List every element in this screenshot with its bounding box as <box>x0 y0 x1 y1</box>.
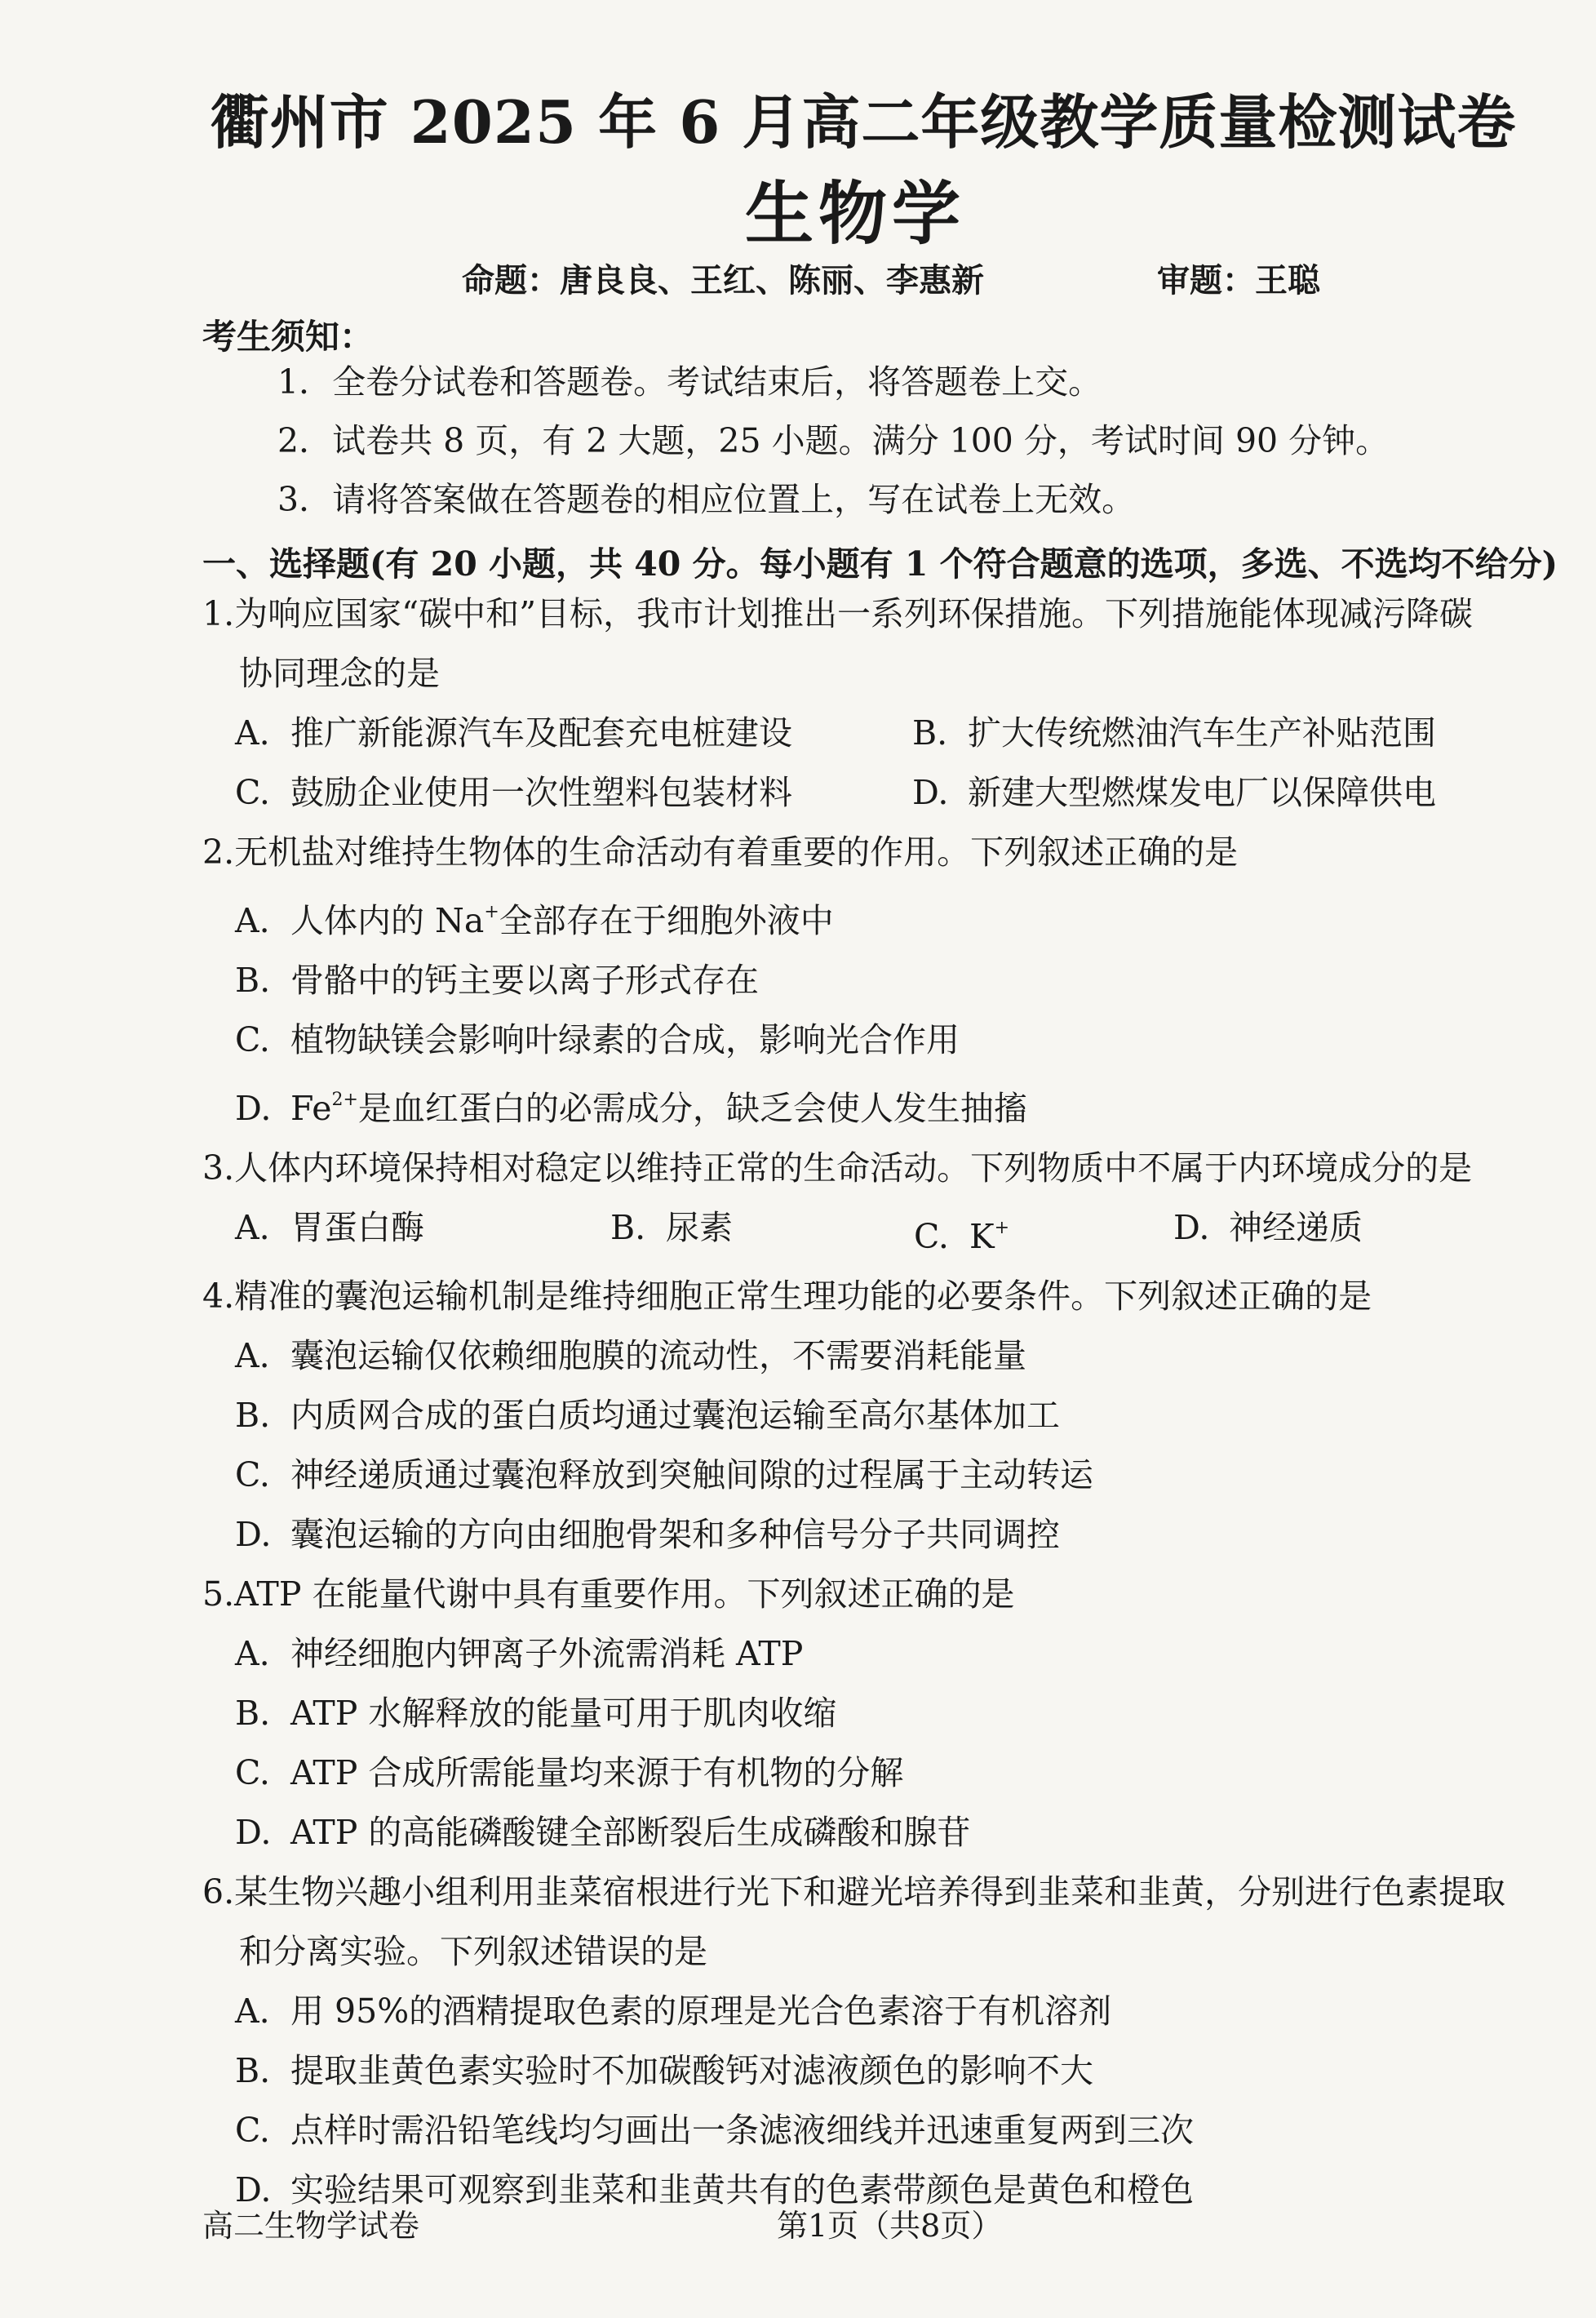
option-text: 点样时需沿铅笔线均匀画出一条滤液细线并迅速重复两到三次 <box>290 2111 1194 2150</box>
option-text: 骨骼中的钙主要以离子形式存在 <box>290 961 759 1000</box>
option-text: Fe <box>290 1089 332 1128</box>
option-a <box>202 1624 1589 1684</box>
option-d <box>202 1505 1589 1565</box>
option-b <box>202 1684 1589 1743</box>
notice-item: 3．请将答案做在答题卷的相应位置上，写在试卷上无效。 <box>277 480 1136 519</box>
question-4 <box>202 1267 1589 1565</box>
question-3 <box>202 1139 1589 1267</box>
option-b <box>202 951 1589 1010</box>
question-2 <box>202 823 1589 1139</box>
option-letter: C. <box>235 2111 270 2150</box>
option-letter: D. <box>235 2170 272 2209</box>
option-letter: D. <box>235 1089 272 1128</box>
option-a <box>235 704 912 763</box>
option-row <box>202 1198 1589 1267</box>
option-letter: A. <box>235 1208 270 1247</box>
exam-title: 衢州市 2025 年 6 月高二年级教学质量检测试卷 <box>210 87 1517 157</box>
option-text: 扩大传统燃油汽车生产补贴范围 <box>968 713 1436 753</box>
question-list <box>202 584 1589 2220</box>
option-letter: A. <box>235 1634 270 1673</box>
option-text: 内质网合成的蛋白质均通过囊泡运输至高尔基体加工 <box>290 1396 1060 1435</box>
option-b <box>202 2041 1589 2101</box>
option-d <box>202 1803 1589 1863</box>
option-text: ATP 水解释放的能量可用于肌肉收缩 <box>290 1694 837 1733</box>
option-letter: A. <box>235 901 270 940</box>
option-letter: D. <box>235 1813 272 1852</box>
option-text: 神经递质通过囊泡释放到突触间隙的过程属于主动转运 <box>290 1455 1093 1494</box>
question-stem: 5.ATP 在能量代谢中具有重要作用。下列叙述正确的是 <box>202 1574 1015 1614</box>
authors-line: 命题：唐良良、王红、陈丽、李惠新 <box>462 261 984 300</box>
notice-list <box>277 353 1389 529</box>
option-text: ATP 的高能磷酸键全部断裂后生成磷酸和腺苷 <box>290 1813 971 1852</box>
option-letter: B. <box>235 2051 271 2090</box>
question-stem: 1.为响应国家“碳中和”目标，我市计划推出一系列环保措施。下列措施能体现减污降碳 <box>202 594 1474 633</box>
superscript: 2+ <box>331 1090 358 1110</box>
option-b <box>610 1198 914 1267</box>
option-text: 用 95%的酒精提取色素的原理是光合色素溶于有机溶剂 <box>290 1992 1112 2031</box>
option-letter: D. <box>1173 1208 1210 1247</box>
option-d <box>1173 1198 1363 1267</box>
option-letter: A. <box>235 1336 270 1375</box>
option-d <box>202 1070 1589 1139</box>
option-text: 是血红蛋白的必需成分，缺乏会使人发生抽搐 <box>357 1089 1027 1128</box>
option-c <box>914 1198 1173 1267</box>
option-letter: C. <box>914 1217 949 1256</box>
question-stem: 6.某生物兴趣小组利用韭菜宿根进行光下和避光培养得到韭菜和韭黄，分别进行色素提取 <box>202 1872 1506 1912</box>
option-a <box>235 1198 610 1267</box>
option-b <box>202 1386 1589 1445</box>
option-letter: B. <box>912 713 948 753</box>
option-letter: A. <box>235 1992 270 2031</box>
option-text: 实验结果可观察到韭菜和韭黄共有的色素带颜色是黄色和橙色 <box>290 2170 1194 2209</box>
notice-item: 1．全卷分试卷和答题卷。考试结束后，将答题卷上交。 <box>277 362 1102 402</box>
question-stem: 2.无机盐对维持生物体的生命活动有着重要的作用。下列叙述正确的是 <box>202 833 1239 872</box>
option-text: 人体内的 Na <box>290 901 485 940</box>
option-text: 神经递质 <box>1229 1208 1363 1247</box>
option-text: 新建大型燃煤发电厂以保障供电 <box>968 773 1436 812</box>
reviewer-line: 审题：王聪 <box>1157 261 1320 300</box>
option-row <box>202 763 1589 823</box>
footer-exam-name: 高二生物学试卷 <box>202 2208 420 2244</box>
option-letter: C. <box>235 1020 270 1059</box>
option-letter: C. <box>235 1753 270 1792</box>
option-letter: C. <box>235 1455 270 1494</box>
notice-heading: 考生须知： <box>202 317 375 357</box>
option-c <box>202 1010 1589 1070</box>
notice-item: 2．试卷共 8 页，有 2 大题，25 小题。满分 100 分，考试时间 90 分钟。 <box>277 421 1390 460</box>
option-text: 神经细胞内钾离子外流需消耗 ATP <box>290 1634 804 1673</box>
question-stem: 3.人体内环境保持相对稳定以维持正常的生命活动。下列物质中不属于内环境成分的是 <box>202 1148 1473 1188</box>
option-text: 鼓励企业使用一次性塑料包装材料 <box>290 773 792 812</box>
option-text: 尿素 <box>666 1208 733 1247</box>
option-letter: B. <box>610 1208 646 1247</box>
option-text: 囊泡运输仅依赖细胞膜的流动性，不需要消耗能量 <box>290 1336 1026 1375</box>
question-1 <box>202 584 1589 823</box>
option-letter: B. <box>235 1694 271 1733</box>
option-text: 植物缺镁会影响叶绿素的合成，影响光合作用 <box>290 1020 960 1059</box>
option-text: 胃蛋白酶 <box>290 1208 424 1247</box>
option-letter: D. <box>235 1515 272 1554</box>
option-text: ATP 合成所需能量均来源于有机物的分解 <box>290 1753 904 1792</box>
option-text: 提取韭黄色素实验时不加碳酸钙对滤液颜色的影响不大 <box>290 2051 1093 2090</box>
question-6 <box>202 1863 1589 2220</box>
option-letter: B. <box>235 961 271 1000</box>
option-text: K <box>969 1217 995 1256</box>
option-letter: D. <box>912 773 949 812</box>
option-d <box>912 763 1589 823</box>
option-letter: A. <box>235 713 270 753</box>
option-a <box>202 1326 1589 1386</box>
option-c <box>202 1445 1589 1505</box>
subject-title: 生物学 <box>744 173 965 254</box>
option-text: 全部存在于细胞外液中 <box>499 901 834 940</box>
option-c <box>202 1743 1589 1803</box>
option-a <box>202 1982 1589 2041</box>
option-row <box>202 704 1589 763</box>
option-text: 囊泡运输的方向由细胞骨架和多种信号分子共同调控 <box>290 1515 1060 1554</box>
superscript: + <box>484 902 499 922</box>
option-a <box>202 882 1589 951</box>
option-letter: B. <box>235 1396 271 1435</box>
option-text: 推广新能源汽车及配套充电桩建设 <box>290 713 792 753</box>
question-stem-continued: 协同理念的是 <box>239 654 440 693</box>
section-heading: 一、选择题(有 20 小题，共 40 分。每小题有 1 个符合题意的选项，多选、不选均不给分) <box>202 544 1558 584</box>
question-stem: 4.精准的囊泡运输机制是维持细胞正常生理功能的必要条件。下列叙述正确的是 <box>202 1277 1372 1316</box>
option-c <box>235 763 912 823</box>
footer-page-number: 第1页（共8页） <box>777 2208 1003 2244</box>
option-b <box>912 704 1589 763</box>
superscript: + <box>994 1218 1010 1238</box>
question-stem-continued: 和分离实验。下列叙述错误的是 <box>239 1932 707 1971</box>
option-letter: C. <box>235 773 270 812</box>
option-c <box>202 2101 1589 2160</box>
question-5 <box>202 1565 1589 1863</box>
